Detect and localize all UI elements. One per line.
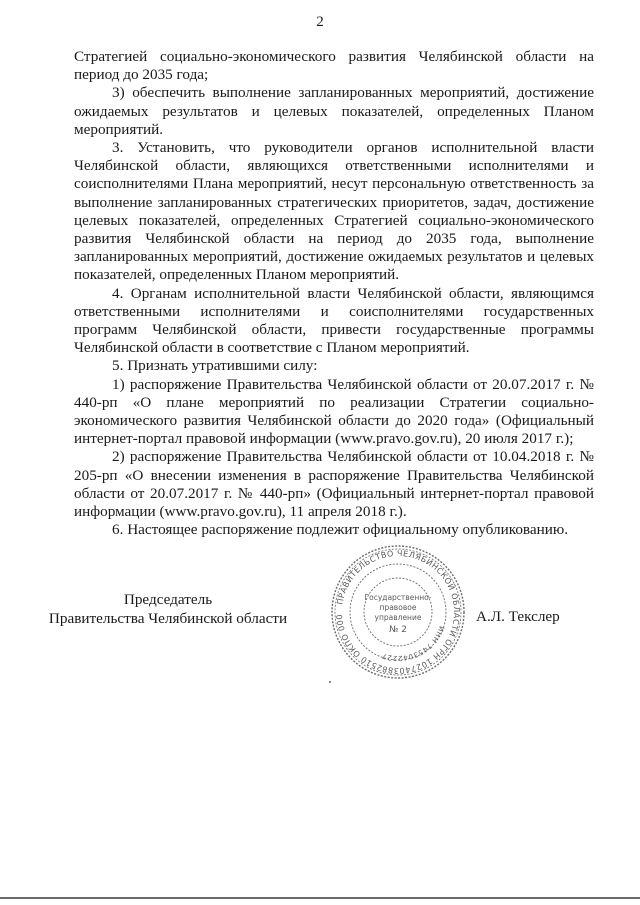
svg-text:правовое: правовое xyxy=(379,603,417,612)
signatory-position-line2: Правительства Челябинской области xyxy=(48,610,288,627)
seal-inner-ring-text: ИНН 7453042227 xyxy=(380,624,446,663)
signatory-name: А.Л. Текслер xyxy=(476,608,560,625)
svg-text:Государственно-: Государственно- xyxy=(364,593,432,602)
paragraph-section-6: 6. Настоящее распоряжение подлежит официальному опубликованию. xyxy=(112,521,569,539)
paragraph-section-4: 4. Органам исполнительной власти Челябинской области, являющимся ответственными исполнителями и соисполнителями государственных программ Челябинской области, привести государственные программы Челябинской области в соответствие с Планом мероприятий. xyxy=(74,284,594,357)
signatory-position-line1: Председатель xyxy=(123,591,213,608)
svg-text:№ 2: № 2 xyxy=(389,625,407,635)
official-seal xyxy=(328,542,468,682)
paragraph-section-3: 3. Установить, что руководители органов исполнительной власти Челябинской области, являющихся ответственными исполнителями и соисполнителями Плана мероприятий, несут персональную ответственность за выполнение запланированных стратегических приоритетов, задач, достижение целевых показателей, определенных Стратегией социально-экономического развития Челябинской области на период до 2035 года, выполнение запланированных мероприятий, достижение ожидаемых результатов и целевых показателей, определенных Планом мероприятий. xyxy=(74,139,594,284)
svg-text:управление: управление xyxy=(374,613,422,622)
page-bottom-edge xyxy=(0,897,640,899)
seal-outer-ring-text: ПРАВИТЕЛЬСТВО ЧЕЛЯБИНСКОЙ ОБЛАСТИ ОГРН 1027403882510 ОКПО 000 xyxy=(334,548,462,676)
paragraph-section-5-item-1: 1) распоряжение Правительства Челябинской области от 20.07.2017 г. № 440-рп «О плане мероприятий по реализации Стратегии социально-экономического развития Челябинской области до 2020 года» (Официальный интернет-портал правовой информации (www.pravo.gov.ru), 20 июля 2017 г.); xyxy=(74,375,594,448)
page-number: 2 xyxy=(316,14,324,30)
paragraph-section-5-item-2: 2) распоряжение Правительства Челябинской области от 10.04.2018 г. № 205-рп «О внесении изменения в распоряжение Правительства Челябинской области от 20.07.2017 г. № 440-рп» (Официальный интернет-портал правовой информации (www.pravo.gov.ru), 11 апреля 2018 г.). xyxy=(74,448,594,521)
paragraph-section-5: 5. Признать утратившими силу: xyxy=(112,357,318,375)
paragraph-continuation: Стратегией социально-экономического развития Челябинской области на период до 2035 года; xyxy=(74,48,594,84)
seal-center-text xyxy=(365,593,432,635)
signatory-position xyxy=(48,590,288,628)
document-body xyxy=(74,48,594,539)
scan-speck xyxy=(329,681,331,683)
paragraph-item-3: 3) обеспечить выполнение запланированных мероприятий, достижение ожидаемых результатов и целевых показателей, определенных Планом мероприятий. xyxy=(74,84,594,138)
